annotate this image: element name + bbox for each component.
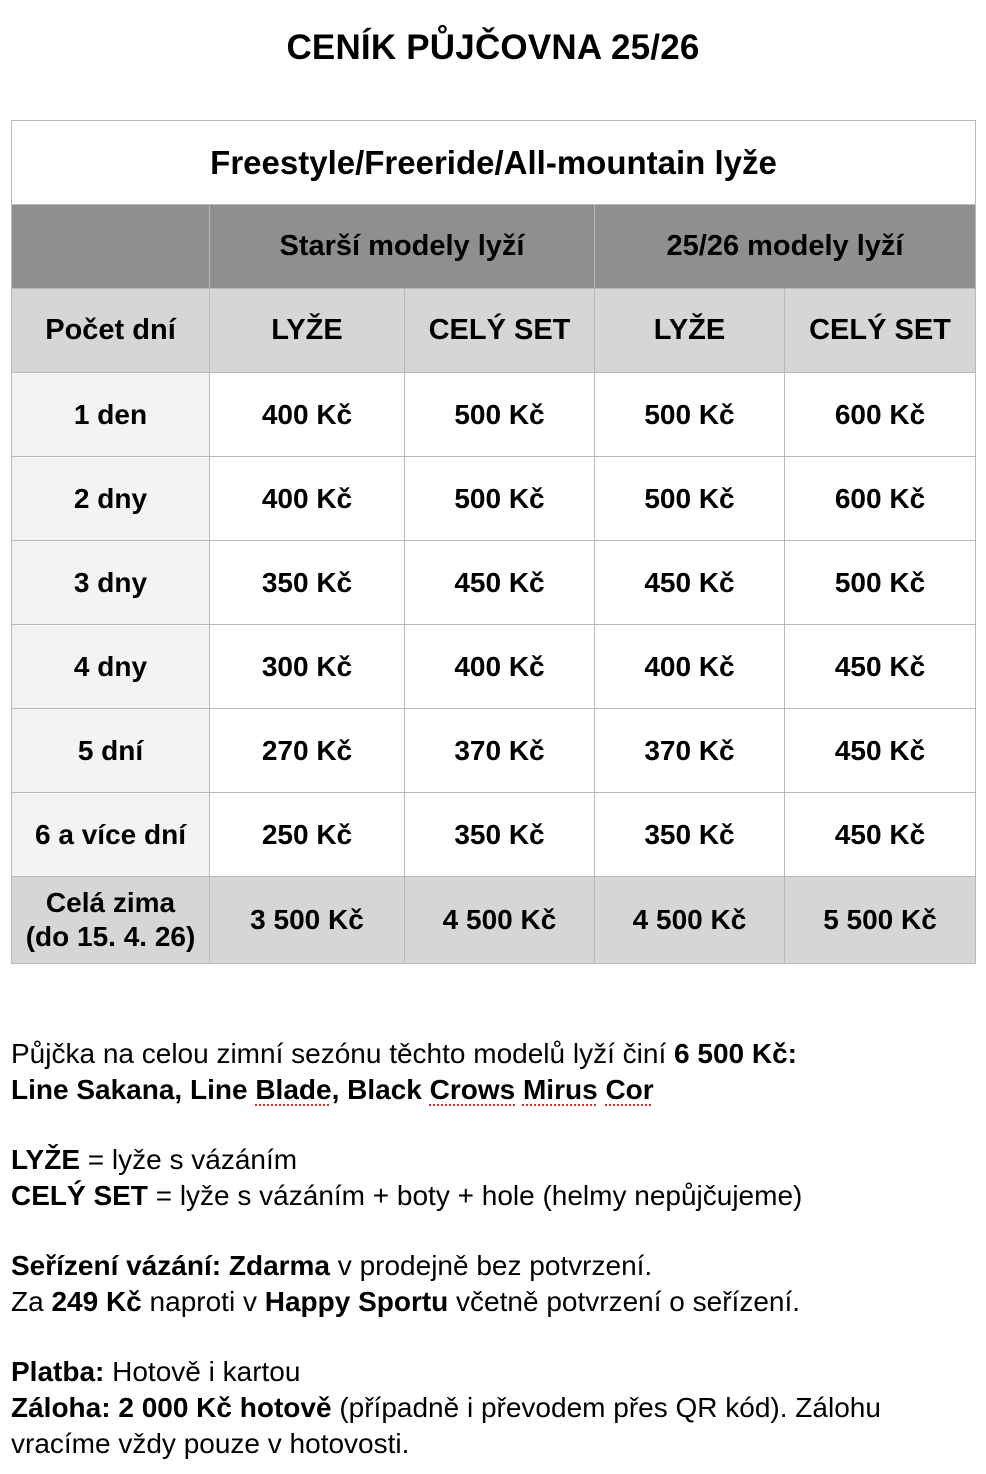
price-cell: 270 Kč [210, 709, 405, 793]
season-row [12, 877, 976, 964]
binding-text: v prodejně bez potvrzení. [330, 1250, 653, 1281]
column-header-full-set: CELÝ SET [785, 289, 976, 373]
price-cell: 400 Kč [405, 625, 595, 709]
season-loan-price: 6 500 Kč: [674, 1038, 797, 1069]
price-cell: 370 Kč [405, 709, 595, 793]
price-cell: 500 Kč [405, 457, 595, 541]
price-cell: 500 Kč [405, 373, 595, 457]
season-price-cell: 4 500 Kč [595, 877, 785, 964]
season-days-label: Celá zima [45, 887, 176, 918]
days-cell: 1 den [12, 373, 210, 457]
days-cell: 2 dny [12, 457, 210, 541]
legend-set-definition: = lyže s vázáním + boty + hole (helmy nepůjčujeme) [147, 1180, 803, 1211]
table-row [12, 541, 976, 625]
legend-full-set [11, 1178, 971, 1214]
certified-text: naproti v [141, 1286, 265, 1317]
price-cell: 450 Kč [785, 625, 976, 709]
table-row [12, 793, 976, 877]
group-header-empty [12, 205, 210, 289]
binding-label: Seřízení vázání: Zdarma [11, 1250, 331, 1281]
season-loan-text: Půjčka na celou zimní sezónu těchto modelů lyží činí [11, 1038, 675, 1069]
model-name-flagged: Crows [429, 1074, 516, 1105]
model-name-flagged: Mirus [522, 1074, 598, 1105]
table-row [12, 709, 976, 793]
legend-ski-definition: = lyže s vázáním [80, 1144, 298, 1175]
price-cell: 600 Kč [785, 457, 976, 541]
model-name-flagged: Cor [605, 1074, 654, 1105]
season-days-cell [12, 877, 210, 964]
model-text: , Black [331, 1074, 430, 1105]
price-cell: 450 Kč [785, 709, 976, 793]
table-caption: Freestyle/Freeride/All-mountain lyže [12, 121, 976, 205]
certified-adjustment-note [11, 1284, 971, 1320]
price-cell: 250 Kč [210, 793, 405, 877]
price-cell: 450 Kč [785, 793, 976, 877]
price-cell: 450 Kč [595, 541, 785, 625]
season-price-cell: 5 500 Kč [785, 877, 976, 964]
payment-note [11, 1354, 971, 1390]
season-price-cell: 4 500 Kč [405, 877, 595, 964]
legend-ski-term: LYŽE [11, 1144, 80, 1175]
column-header-ski: LYŽE [210, 289, 405, 373]
group-header-row [12, 205, 976, 289]
deposit-text: (případně i převodem přes QR kód). Zálohu vracíme vždy pouze v hotovosti. [11, 1392, 881, 1459]
days-cell: 4 dny [12, 625, 210, 709]
model-text: Line Sakana, Line [11, 1074, 256, 1105]
group-header-older-models: Starší modely lyží [210, 205, 595, 289]
column-header-row [12, 289, 976, 373]
deposit-label: Záloha: 2 000 Kč hotově [11, 1392, 332, 1423]
days-cell: 3 dny [12, 541, 210, 625]
price-cell: 600 Kč [785, 373, 976, 457]
price-cell: 400 Kč [595, 625, 785, 709]
price-cell: 350 Kč [210, 541, 405, 625]
shop-name: Happy Sportu [264, 1286, 449, 1317]
payment-label: Platba: [11, 1356, 105, 1387]
column-header-full-set: CELÝ SET [405, 289, 595, 373]
legend-ski [11, 1142, 971, 1178]
table-row [12, 625, 976, 709]
model-text [515, 1074, 523, 1105]
season-days-until: (do 15. 4. 26) [25, 921, 196, 952]
deposit-note [11, 1390, 971, 1462]
price-cell: 400 Kč [210, 457, 405, 541]
price-cell: 350 Kč [595, 793, 785, 877]
season-loan-note [11, 1036, 971, 1072]
payment-text: Hotově i kartou [104, 1356, 301, 1387]
column-header-ski: LYŽE [595, 289, 785, 373]
column-header-days: Počet dní [12, 289, 210, 373]
group-header-new-models: 25/26 modely lyží [595, 205, 976, 289]
days-cell: 6 a více dní [12, 793, 210, 877]
binding-adjustment-note [11, 1248, 971, 1284]
notes-section [11, 1036, 971, 1462]
certified-price: 249 Kč [51, 1286, 142, 1317]
table-row [12, 373, 976, 457]
price-cell: 300 Kč [210, 625, 405, 709]
price-cell: 500 Kč [785, 541, 976, 625]
days-cell: 5 dní [12, 709, 210, 793]
price-cell: 500 Kč [595, 457, 785, 541]
certified-text: Za [11, 1286, 52, 1317]
page-title: CENÍK PŮJČOVNA 25/26 [286, 28, 700, 67]
price-table [11, 120, 976, 964]
season-price-cell: 3 500 Kč [210, 877, 405, 964]
legend-set-term: CELÝ SET [11, 1180, 148, 1211]
certified-text: včetně potvrzení o seřízení. [448, 1286, 801, 1317]
model-name-flagged: Blade [255, 1074, 332, 1105]
table-row [12, 457, 976, 541]
table-caption-row [12, 121, 976, 205]
price-cell: 400 Kč [210, 373, 405, 457]
price-cell: 370 Kč [595, 709, 785, 793]
price-cell: 450 Kč [405, 541, 595, 625]
season-loan-models [11, 1072, 971, 1108]
price-cell: 500 Kč [595, 373, 785, 457]
price-cell: 350 Kč [405, 793, 595, 877]
